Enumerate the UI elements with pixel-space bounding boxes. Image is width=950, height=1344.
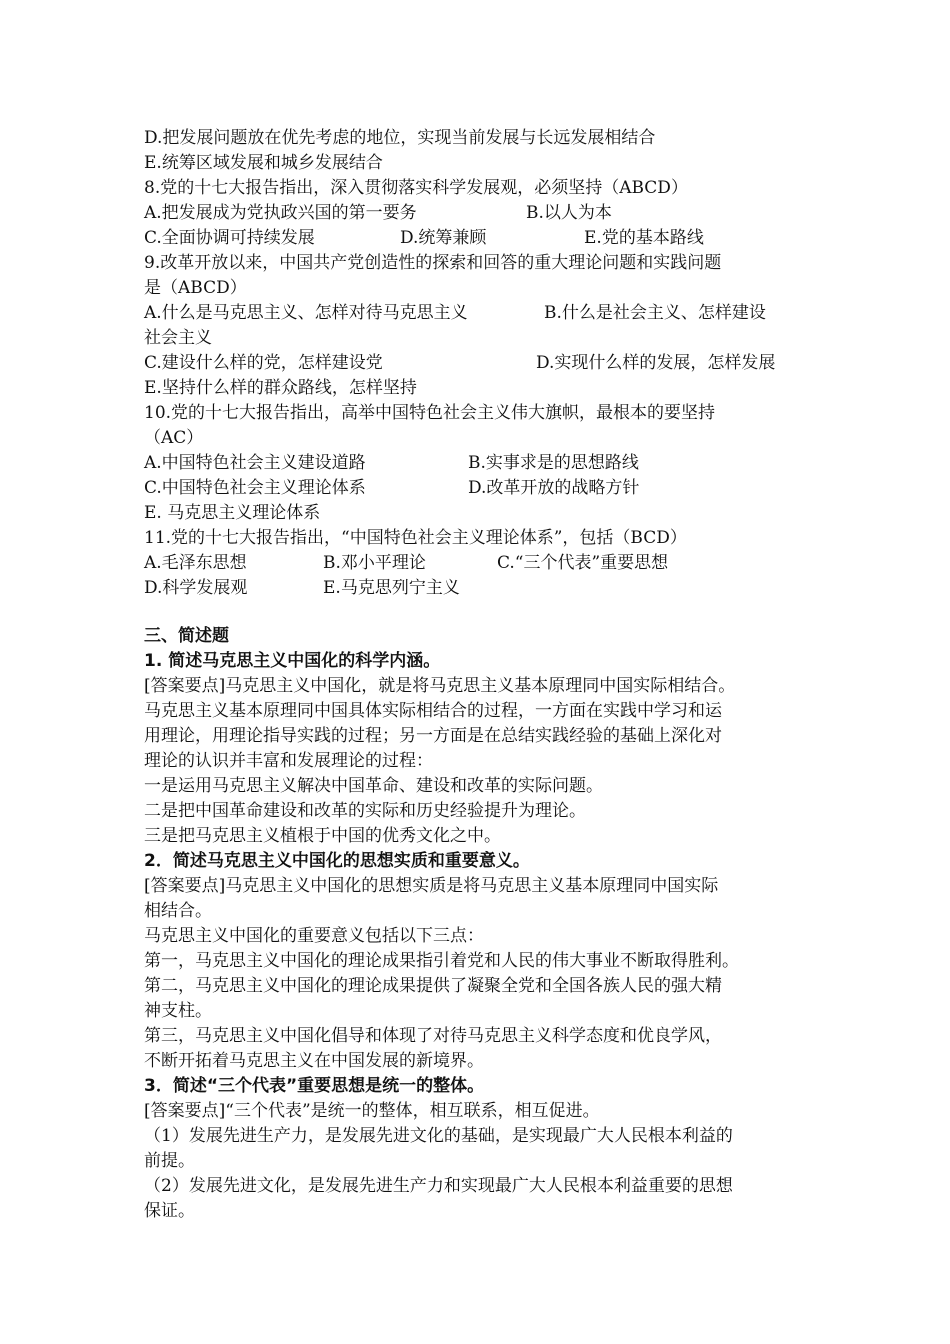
q1-answer-line: 二是把中国革命建设和改革的实际和历史经验提升为理论。: [144, 801, 586, 821]
q1-answer-line: 一是运用马克思主义解决中国革命、建设和改革的实际问题。: [144, 776, 603, 796]
q10-option-e: E. 马克思主义理论体系: [144, 503, 321, 523]
q11-option-c: C.“三个代表”重要思想: [497, 553, 669, 573]
q2-answer-line: 神支柱。: [144, 1001, 212, 1021]
q11-option-a: A.毛泽东思想: [144, 553, 247, 573]
q1-title: 1. 简述马克思主义中国化的科学内涵。: [144, 651, 441, 671]
q8-option-d: D.统筹兼顾: [400, 228, 487, 248]
q9-stem-line1: 9.改革开放以来，中国共产党创造性的探索和回答的重大理论问题和实践问题: [144, 253, 722, 273]
q2-answer-line: 不断开拓着马克思主义在中国发展的新境界。: [144, 1051, 484, 1071]
q10-option-b: B.实事求是的思想路线: [468, 453, 639, 473]
q10-stem-line1: 10.党的十七大报告指出，高举中国特色社会主义伟大旗帜，最根本的要坚持: [144, 403, 716, 423]
q8-option-b: B.以人为本: [526, 203, 612, 223]
q10-option-a: A.中国特色社会主义建设道路: [144, 453, 366, 473]
q7-option-d: D.把发展问题放在优先考虑的地位，实现当前发展与长远发展相结合: [144, 128, 656, 148]
q8-option-c: C.全面协调可持续发展: [144, 228, 315, 248]
q11-option-b: B.邓小平理论: [323, 553, 426, 573]
q2-answer-line: 相结合。: [144, 901, 212, 921]
q10-option-c: C.中国特色社会主义理论体系: [144, 478, 366, 498]
q11-option-d: D.科学发展观: [144, 578, 248, 598]
q2-answer-line: 马克思主义中国化的重要意义包括以下三点：: [144, 926, 484, 946]
q8-stem: 8.党的十七大报告指出，深入贯彻落实科学发展观，必须坚持（ABCD）: [144, 178, 688, 198]
q2-answer-line: 第三，马克思主义中国化倡导和体现了对待马克思主义科学态度和优良学风，: [144, 1026, 722, 1046]
q10-stem-line2: （AC）: [144, 428, 204, 448]
q9-option-e: E.坚持什么样的群众路线，怎样坚持: [144, 378, 417, 398]
q2-answer-line: 第一，马克思主义中国化的理论成果指引着党和人民的伟大事业不断取得胜利。: [144, 951, 739, 971]
q3-answer-line: 前提。: [144, 1151, 195, 1171]
q11-option-e: E.马克思列宁主义: [323, 578, 460, 598]
q8-option-a: A.把发展成为党执政兴国的第一要务: [144, 203, 417, 223]
q3-answer-line: （2）发展先进文化，是发展先进生产力和实现最广大人民根本利益重要的思想: [144, 1176, 733, 1196]
q1-answer-line: 用理论，用理论指导实践的过程；另一方面是在总结实践经验的基础上深化对: [144, 726, 722, 746]
q1-answer-line: [答案要点]马克思主义中国化，就是将马克思主义基本原理同中国实际相结合。: [144, 676, 736, 696]
q9-option-b-continued: 社会主义: [144, 328, 212, 348]
q3-answer-line: [答案要点]“三个代表”是统一的整体，相互联系，相互促进。: [144, 1101, 600, 1121]
q2-answer-line: 第二，马克思主义中国化的理论成果提供了凝聚全党和全国各族人民的强大精: [144, 976, 722, 996]
q3-answer-line: （1）发展先进生产力，是发展先进文化的基础，是实现最广大人民根本利益的: [144, 1126, 733, 1146]
q1-answer-line: 马克思主义基本原理同中国具体实际相结合的过程，一方面在实践中学习和运: [144, 701, 722, 721]
q9-option-b: B.什么是社会主义、怎样建设: [544, 303, 766, 323]
q11-stem: 11.党的十七大报告指出，“中国特色社会主义理论体系”，包括（BCD）: [144, 528, 687, 548]
q9-option-d: D.实现什么样的发展，怎样发展: [536, 353, 776, 373]
q1-answer-line: 理论的认识并丰富和发展理论的过程：: [144, 751, 433, 771]
q3-title: 3．简述“三个代表”重要思想是统一的整体。: [144, 1076, 485, 1096]
q2-title: 2．简述马克思主义中国化的思想实质和重要意义。: [144, 851, 530, 871]
q3-answer-line: 保证。: [144, 1201, 195, 1221]
q9-stem-line2: 是（ABCD）: [144, 278, 247, 298]
q2-answer-line: [答案要点]马克思主义中国化的思想实质是将马克思主义基本原理同中国实际: [144, 876, 719, 896]
q8-option-e: E.党的基本路线: [584, 228, 704, 248]
q7-option-e: E.统筹区域发展和城乡发展结合: [144, 153, 383, 173]
q10-option-d: D.改革开放的战略方针: [468, 478, 640, 498]
q1-answer-line: 三是把马克思主义植根于中国的优秀文化之中。: [144, 826, 501, 846]
q9-option-a: A.什么是马克思主义、怎样对待马克思主义: [144, 303, 468, 323]
section-heading: 三、简述题: [144, 626, 229, 646]
q9-option-c: C.建设什么样的党，怎样建设党: [144, 353, 383, 373]
